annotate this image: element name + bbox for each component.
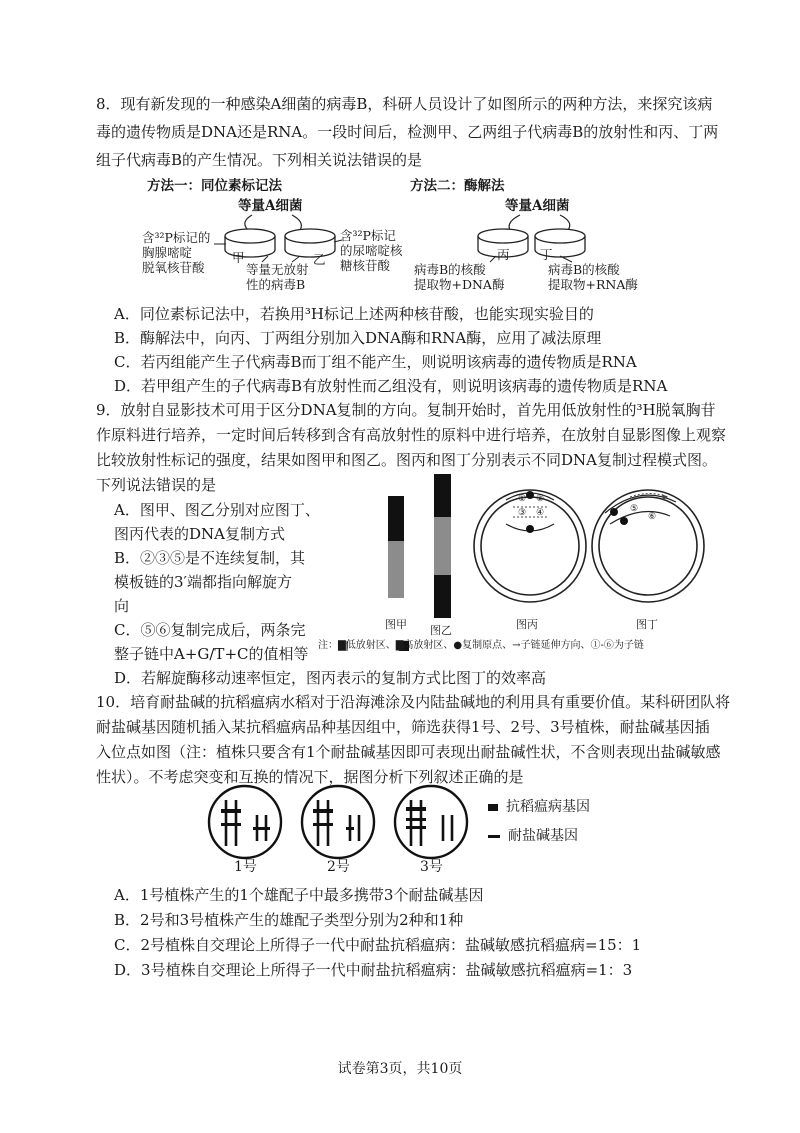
q10-label-3: 3号 xyxy=(420,859,443,875)
q9-option-b-3: 向 xyxy=(114,597,130,615)
q9-label-jia: 图甲 xyxy=(385,618,407,631)
q10-c3-resist-gene xyxy=(406,807,426,811)
q10-c2-salt-gene-a xyxy=(313,823,333,826)
q10-stem-line-3: 入位点如图（注：植株只要含有1个耐盐碱基因即可表现出耐盐碱性状，不含则表现出盐碱敏感 xyxy=(96,743,721,761)
q8-method1-title: 方法一：同位素标记法 xyxy=(147,178,282,194)
q8-right-label-3: 糖核苷酸 xyxy=(340,258,391,273)
q9-stem-line-4: 下列说法错误的是 xyxy=(96,476,217,494)
q8-option-c: C．若丙组能产生子代病毒B而丁组不能产生，则说明该病毒的遗传物质是RNA xyxy=(114,353,637,371)
q9-option-c-2: 整子链中A+G/T+C的值相等 xyxy=(114,645,309,663)
q10-c3-salt-gene-b xyxy=(406,826,426,829)
q9-option-a-1: A．图甲、图乙分别对应图丁、 xyxy=(114,501,320,519)
q10-legend-salt: 耐盐碱基因 xyxy=(508,828,578,844)
q9-label-yi: 图乙 xyxy=(430,624,452,637)
q9-num-5: ⑤ xyxy=(630,504,639,514)
q9-option-a-2: 图丙代表的DNA复制方式 xyxy=(114,525,285,543)
q8-bing-desc-1: 病毒B的核酸 xyxy=(414,262,486,277)
q8-option-d: D．若甲组产生的子代病毒B有放射性而乙组没有，则说明该病毒的遗传物质是RNA xyxy=(114,377,668,395)
page-footer: 试卷第3页，共10页 xyxy=(337,1061,463,1077)
q9-num-1: ① xyxy=(518,494,527,504)
q9-num-6: ⑥ xyxy=(648,512,657,522)
q10-c3-salt-gene-a xyxy=(406,818,426,821)
q10-label-2: 2号 xyxy=(327,859,350,875)
q8-stem-line-2: 毒的遗传物质是DNA还是RNA。一段时间后，检测甲、乙两组子代病毒B的放射性和丙、丁两 xyxy=(96,123,719,141)
q8-ding-desc-1: 病毒B的核酸 xyxy=(548,262,620,277)
q8-method2-title: 方法二：酶解法 xyxy=(410,178,505,194)
q9-num-2: ② xyxy=(536,494,545,504)
q10-c1-resist-gene xyxy=(221,809,241,813)
q8-jia-label: 甲 xyxy=(232,250,245,265)
q10-option-d: D．3号植株自交理论上所得子一代中耐盐抗稻瘟病：盐碱敏感抗稻瘟病=1：3 xyxy=(114,961,633,979)
q10-c2-salt-gene-b xyxy=(346,827,354,830)
q9-legend-note: 注：▇低放射区、▇高放射区、●复制原点、→子链延伸方向、①-⑥为子链 xyxy=(318,640,644,651)
q8-equal-bacteria-1: 等量A细菌 xyxy=(238,198,303,214)
q10-legend-resist: 抗稻瘟病基因 xyxy=(506,799,590,815)
q9-option-b-1: B．②③⑤是不连续复制，其 xyxy=(114,549,306,567)
q10-c1-salt-gene-a xyxy=(221,823,241,826)
q8-right-label-2: 的尿嘧啶核 xyxy=(340,243,403,258)
q8-bing-desc-2: 提取物+DNA酶 xyxy=(414,277,505,292)
q8-right-label-1: 含³²P标记 xyxy=(340,228,396,243)
q8-yi-label: 乙 xyxy=(313,252,326,267)
q8-left-label-1: 含³²P标记的 xyxy=(142,230,211,245)
q9-option-b-2: 模板链的3′端都指向解旋方 xyxy=(114,573,292,591)
q10-legend-resist-swatch xyxy=(488,804,498,811)
q8-option-a: A．同位素标记法中，若换用³H标记上述两种核苷酸，也能实现实验目的 xyxy=(114,305,594,323)
q10-legend-salt-swatch xyxy=(488,835,500,838)
q9-num-3: ③ xyxy=(518,508,527,518)
q9-label-ding: 图丁 xyxy=(636,618,658,631)
q8-ding-label: 丁 xyxy=(540,247,553,262)
q9-stem-line-1: 9．放射自显影技术可用于区分DNA复制的方向。复制开始时，首先用低放射性的³H脱氧胸苷 xyxy=(96,401,716,419)
q10-cell-3 xyxy=(395,786,467,858)
q9-stem-line-3: 比较放射性标记的强度，结果如图甲和图乙。图丙和图丁分别表示不同DNA复制过程模式图。 xyxy=(96,451,717,469)
q8-stem-line-1: 8．现有新发现的一种感染A细菌的病毒B，科研人员设计了如图所示的两种方法，来探究该病 xyxy=(96,95,713,113)
q8-option-b: B．酶解法中，向丙、丁两组分别加入DNA酶和RNA酶，应用了减法原理 xyxy=(114,329,602,347)
q9-stem-line-2: 作原料进行培养，一定时间后转移到含有高放射性的原料中进行培养，在放射自显影图像上观察 xyxy=(96,426,727,444)
q10-label-1: 1号 xyxy=(234,859,257,875)
q8-equal-bacteria-2: 等量A细菌 xyxy=(505,198,570,214)
q10-stem-line-4: 性状）。不考虑突变和互换的情况下，据图分析下列叙述正确的是 xyxy=(96,768,524,786)
q10-option-b: B．2号和3号植株产生的雄配子类型分别为2种和1种 xyxy=(114,911,464,929)
q10-stem-line-1: 10．培育耐盐碱的抗稻瘟病水稻对于沿海滩涂及内陆盐碱地的利用具有重要价值。某科研团队将 xyxy=(96,693,731,711)
q8-bing-label: 丙 xyxy=(497,247,510,262)
q8-stem-line-3: 组子代病毒B的产生情况。下列相关说法错误的是 xyxy=(96,151,423,169)
q8-middle-label-1: 等量无放射 xyxy=(246,262,309,277)
q8-left-label-2: 胸腺嘧啶 xyxy=(142,245,193,260)
q10-cell-1 xyxy=(209,786,281,858)
q10-option-c: C．2号植株自交理论上所得子一代中耐盐抗稻瘟病：盐碱敏感抗稻瘟病=15：1 xyxy=(114,936,642,954)
q9-option-d: D．若解旋酶移动速率恒定，图丙表示的复制方式比图丁的效率高 xyxy=(114,669,547,687)
q10-c2-resist-gene xyxy=(313,809,333,813)
q10-cell-2 xyxy=(302,786,374,858)
q9-num-4: ④ xyxy=(536,508,545,518)
q9-label-bing: 图丙 xyxy=(516,618,538,631)
q10-c1-salt-gene-b xyxy=(253,827,270,830)
q8-middle-label-2: 性的病毒B xyxy=(246,277,306,292)
q8-ding-desc-2: 提取物+RNA酶 xyxy=(548,277,638,292)
q10-option-a: A．1号植株产生的1个雄配子中最多携带3个耐盐碱基因 xyxy=(114,886,484,904)
q9-option-c-1: C．⑤⑥复制完成后，两条完 xyxy=(114,621,306,639)
q8-left-label-3: 脱氧核苷酸 xyxy=(142,260,205,275)
q10-stem-line-2: 耐盐碱基因随机插入某抗稻瘟病品种基因组中，筛选获得1号、2号、3号植株，耐盐碱基因插 xyxy=(96,718,710,736)
